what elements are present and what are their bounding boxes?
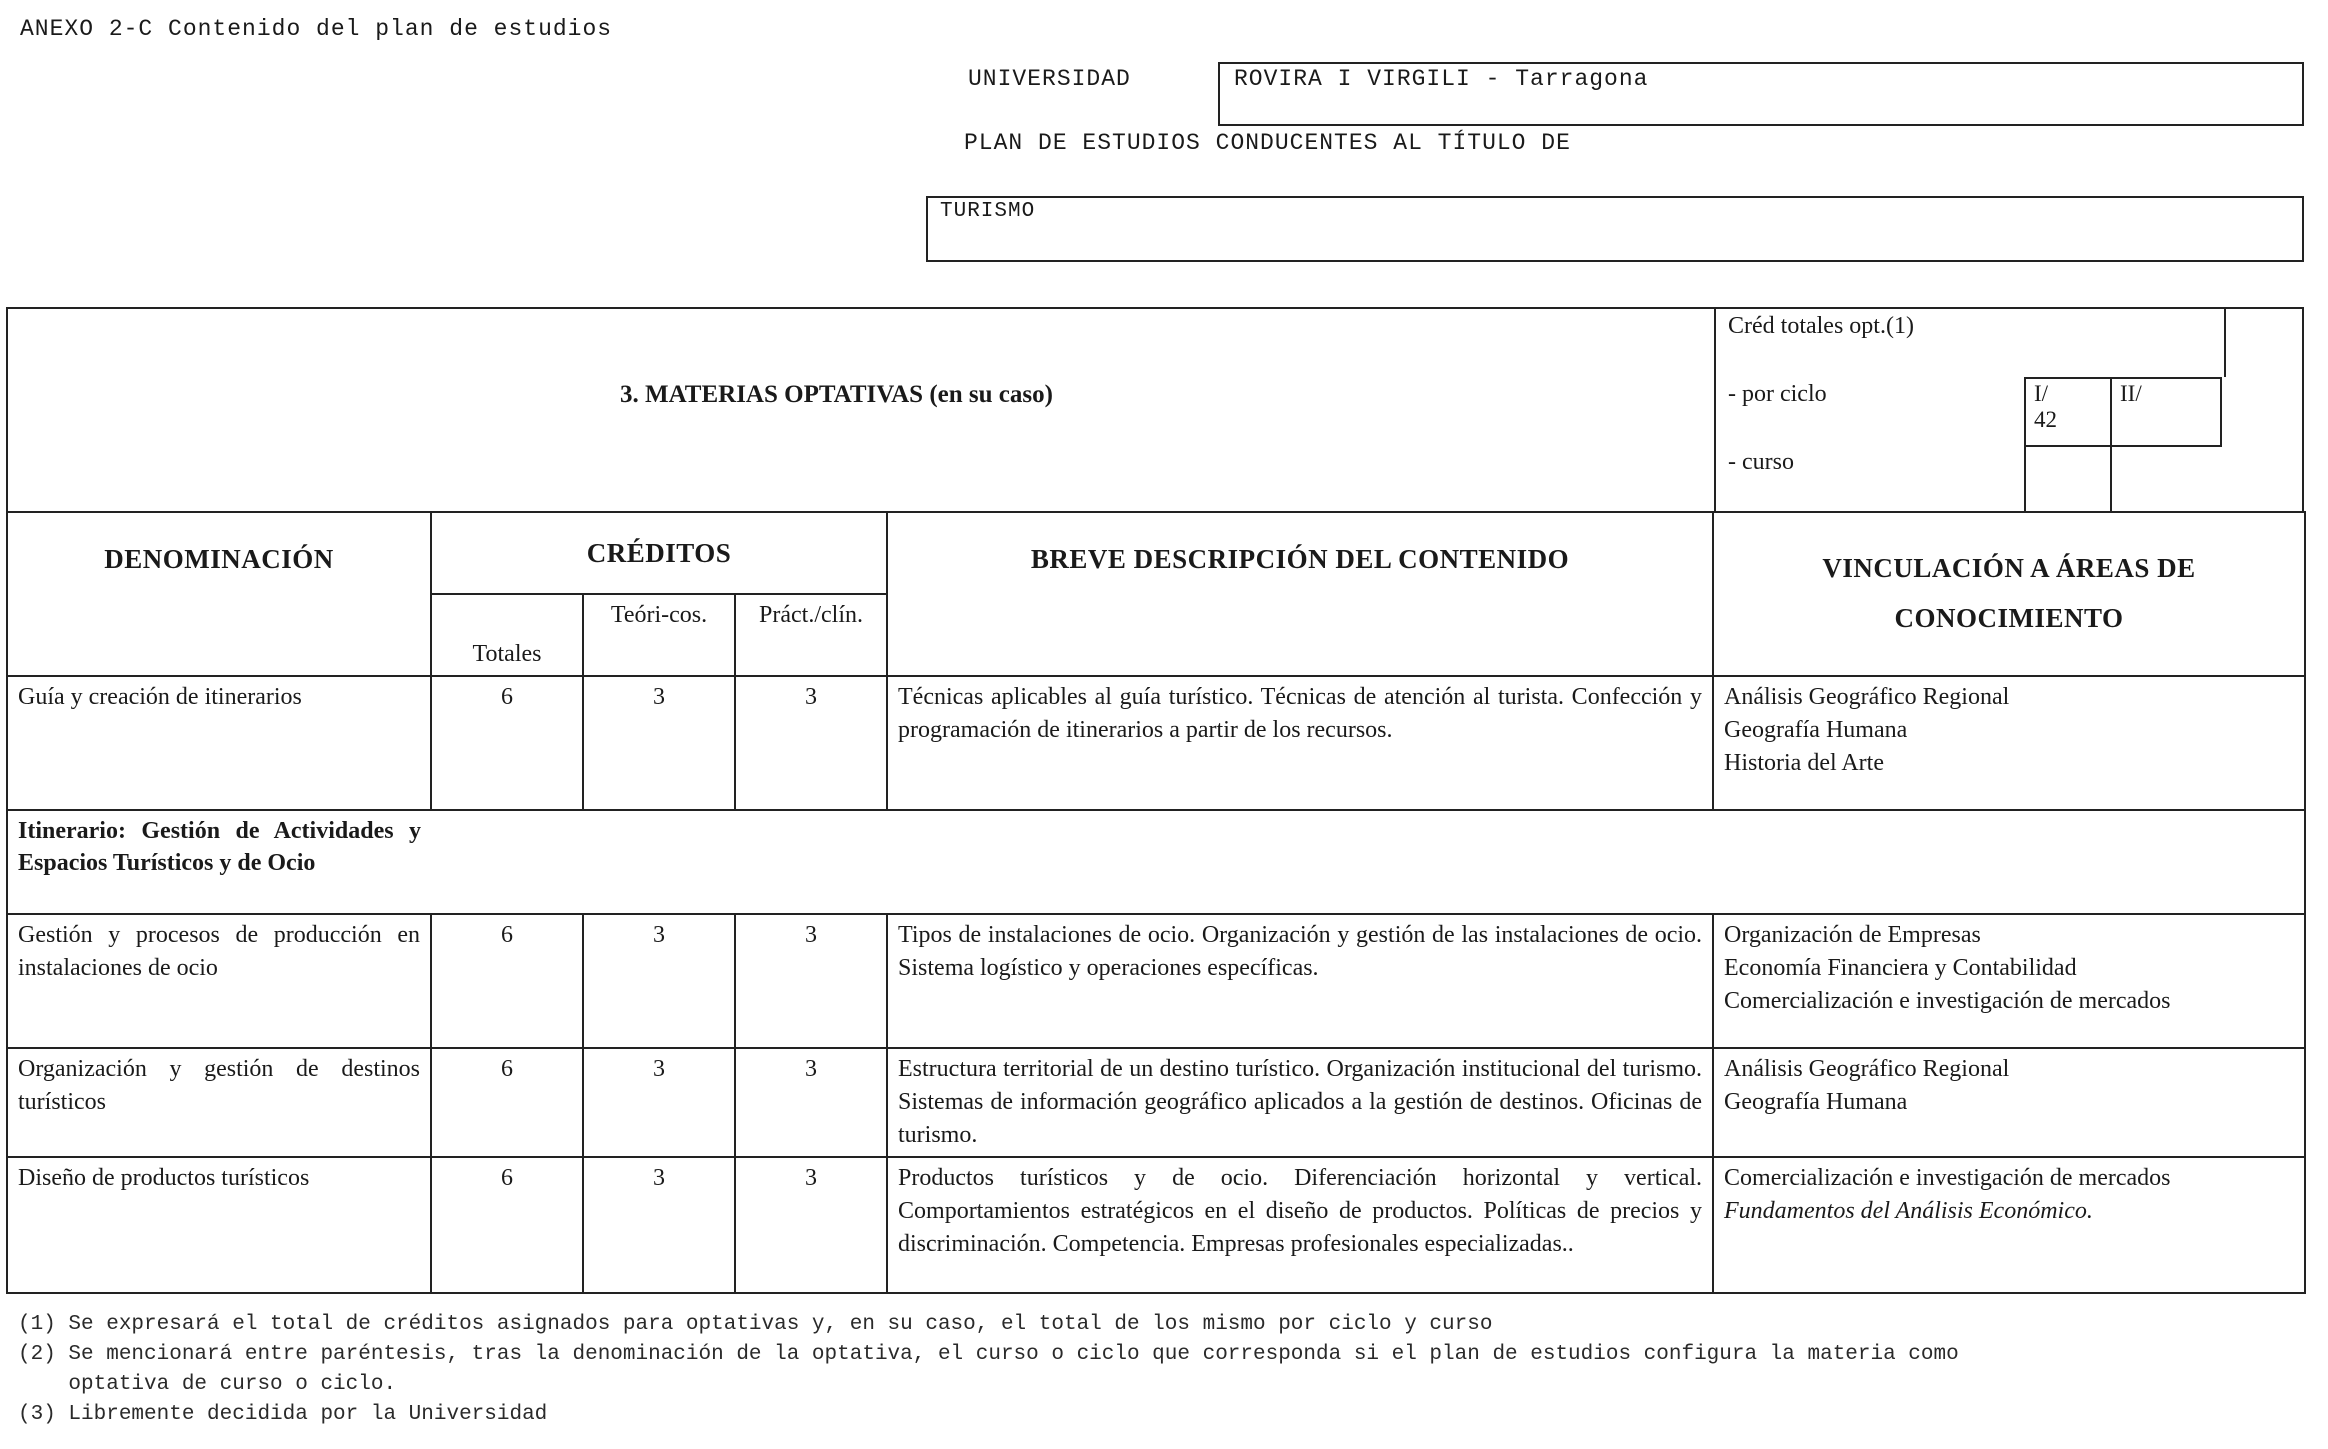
table-row — [7, 676, 2305, 810]
row-name: Organización y gestión de destinos turísticos — [7, 1048, 431, 1157]
itinerary-empty — [431, 810, 2305, 914]
titulo-field — [926, 196, 2304, 262]
por-ciclo-label: - por ciclo — [1728, 381, 1827, 407]
itinerary-label: Itinerario: Gestión de Actividades y Espacios Turísticos y de Ocio — [7, 810, 431, 914]
row-name: Gestión y procesos de producción en instalaciones de ocio — [7, 914, 431, 1048]
row-totales: 6 — [431, 676, 583, 810]
area-item: Economía Financiera y Contabilidad — [1724, 955, 2077, 981]
curso-divider-1 — [2024, 445, 2026, 513]
area-item: Organización de Empresas — [1724, 922, 1981, 948]
titulo-value: TURISMO — [940, 200, 1036, 223]
header-vinculacion-line2: CONOCIMIENTO — [1894, 603, 2124, 633]
area-item: Comercialización e investigación de mercados — [1724, 1165, 2171, 1191]
universidad-value: ROVIRA I VIRGILI - Tarragona — [1234, 66, 1649, 92]
optativas-table — [6, 511, 2306, 1294]
row-practicos: 3 — [735, 1157, 887, 1293]
footnote-2-cont: optativa de curso o ciclo. — [18, 1373, 397, 1396]
ciclo-I-value: 42 — [2034, 407, 2057, 432]
row-areas — [1713, 1157, 2305, 1293]
header-denominacion: DENOMINACIÓN — [7, 512, 431, 676]
curso-label: - curso — [1728, 449, 1794, 475]
area-item: Comercialización e investigación de mercados — [1724, 988, 2171, 1014]
ciclo-I-cell — [2024, 377, 2112, 447]
area-item: Fundamentos del Análisis Económico. — [1724, 1198, 2093, 1224]
ciclo-II-label: II/ — [2120, 381, 2142, 406]
footnotes — [18, 1310, 1959, 1430]
row-totales: 6 — [431, 914, 583, 1048]
section-title: 3. MATERIAS OPTATIVAS (en su caso) — [620, 381, 1053, 408]
ciclo-II-cell — [2110, 377, 2222, 447]
footnote-1: (1) Se expresará el total de créditos asignados para optativas y, en su caso, el total de los mismo por ciclo y curso — [18, 1313, 1493, 1336]
ciclo-I-label: I/ — [2034, 381, 2049, 406]
table-row — [7, 914, 2305, 1048]
row-name: Diseño de productos turísticos — [7, 1157, 431, 1293]
curso-divider-2 — [2110, 445, 2112, 513]
area-item: Geografía Humana — [1724, 717, 1908, 743]
row-areas — [1713, 914, 2305, 1048]
area-item: Historia del Arte — [1724, 750, 1884, 776]
row-totales: 6 — [431, 1157, 583, 1293]
area-item: Análisis Geográfico Regional — [1724, 1056, 2010, 1082]
area-item: Análisis Geográfico Regional — [1724, 684, 2010, 710]
row-teoricos: 3 — [583, 914, 735, 1048]
row-practicos: 3 — [735, 1048, 887, 1157]
cred-totales-cell — [1714, 307, 2226, 377]
header-creditos: CRÉDITOS — [431, 512, 887, 594]
row-practicos: 3 — [735, 676, 887, 810]
section-header-box — [6, 307, 2304, 513]
row-areas — [1713, 1048, 2305, 1157]
header-totales: Totales — [431, 594, 583, 676]
footnote-2: (2) Se mencionará entre paréntesis, tras la denominación de la optativa, el curso o ciclo que corresponda si el plan de estudios configura la materia como — [18, 1343, 1959, 1366]
row-name: Guía y creación de itinerarios — [7, 676, 431, 810]
annex-title: ANEXO 2-C Contenido del plan de estudios — [20, 16, 613, 42]
header-descripcion: BREVE DESCRIPCIÓN DEL CONTENIDO — [887, 512, 1713, 676]
row-teoricos: 3 — [583, 676, 735, 810]
row-descripcion: Estructura territorial de un destino turístico. Organización institucional del turismo. Sistemas de información geográfico aplicados a la gestión de destinos. Oficinas de turismo. — [887, 1048, 1713, 1157]
row-descripcion: Tipos de instalaciones de ocio. Organización y gestión de las instalaciones de ocio. Sistema logístico y operaciones específicas. — [887, 914, 1713, 1048]
row-totales: 6 — [431, 1048, 583, 1157]
header-practicos: Práct./clín. — [735, 594, 887, 676]
row-descripcion: Productos turísticos y de ocio. Diferenciación horizontal y vertical. Comportamientos estratégicos en el diseño de productos. Políticas de precios y discriminación. Competencia. Empresas profesionales especializadas.. — [887, 1157, 1713, 1293]
area-item: Geografía Humana — [1724, 1089, 1908, 1115]
plan-label: PLAN DE ESTUDIOS CONDUCENTES AL TÍTULO DE — [964, 130, 1571, 156]
row-teoricos: 3 — [583, 1048, 735, 1157]
itinerary-row — [7, 810, 2305, 914]
row-descripcion: Técnicas aplicables al guía turístico. Técnicas de atención al turista. Confección y programación de itinerarios a partir de los recursos. — [887, 676, 1713, 810]
header-vinculacion-line1: VINCULACIÓN A ÁREAS DE — [1822, 553, 2196, 583]
header-vinculacion — [1713, 512, 2305, 676]
footnote-3: (3) Libremente decidida por la Universidad — [18, 1403, 548, 1426]
header-teoricos: Teóri-cos. — [583, 594, 735, 676]
row-practicos: 3 — [735, 914, 887, 1048]
universidad-field — [1218, 62, 2304, 126]
cred-totales-label: Créd totales opt.(1) — [1728, 313, 1914, 339]
universidad-label: UNIVERSIDAD — [968, 66, 1131, 92]
table-row — [7, 1048, 2305, 1157]
row-teoricos: 3 — [583, 1157, 735, 1293]
table-row — [7, 1157, 2305, 1293]
row-areas — [1713, 676, 2305, 810]
